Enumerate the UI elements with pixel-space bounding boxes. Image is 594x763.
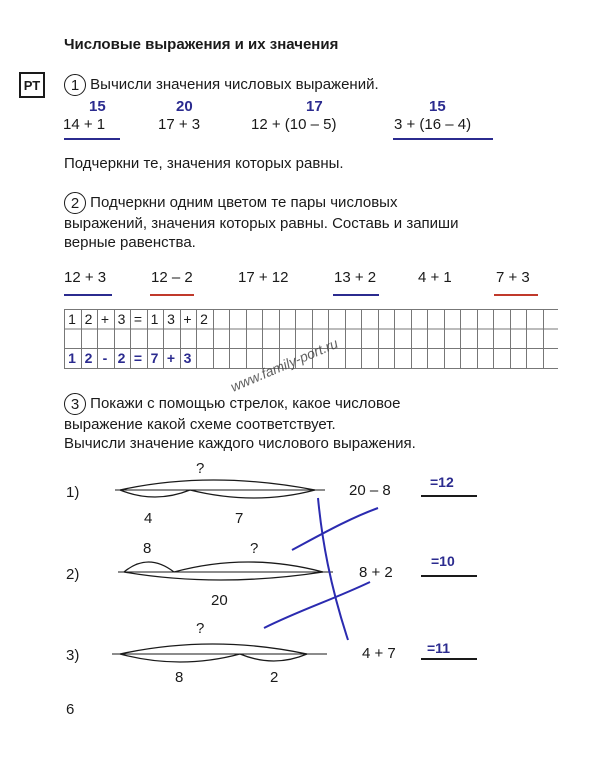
scheme2-top-right: ?	[250, 540, 259, 557]
task2-expression-6: 7 + 3	[496, 269, 530, 286]
task-number-3: 3	[64, 393, 86, 415]
task-number-2: 2	[64, 192, 86, 214]
grid-cell: 3	[167, 311, 175, 327]
task1-expression-1: 14 + 1	[63, 116, 106, 133]
grid-cell: 1	[150, 311, 159, 327]
task3-line1-text: Покажи с помощью стрелок, какое числовое	[90, 395, 401, 412]
grid-cell: 1	[68, 311, 76, 327]
task1-answer-1: 15	[89, 98, 106, 115]
grid-cell: 2	[200, 311, 208, 327]
grid-cell: 1	[68, 350, 76, 366]
grid-cell: 3	[117, 311, 126, 327]
grid-cell: 7	[150, 350, 159, 366]
task2-expression-1: 12 + 3	[64, 269, 107, 286]
page-title: Числовые выражения и их значения	[64, 36, 339, 53]
underline-red-12-2	[150, 294, 194, 296]
answer-line-1	[421, 495, 477, 497]
task1-expression-3: 12 + (10 – 5)	[251, 116, 337, 133]
task3-answer-1: =12	[430, 474, 454, 490]
scheme3-top: ?	[196, 620, 205, 637]
task3-line3: Вычисли значение каждого числового выражения.	[64, 435, 416, 452]
task2-expression-4: 13 + 2	[334, 269, 377, 286]
task1-answer-3: 17	[306, 98, 323, 115]
task2-expression-5: 4 + 1	[418, 269, 452, 286]
page-number: 6	[66, 701, 75, 718]
task3-expression-2: 8 + 2	[359, 564, 393, 581]
underline-blue-12-3	[64, 294, 112, 296]
task-number-1: 1	[64, 74, 86, 96]
task1-answer-4: 15	[429, 98, 446, 115]
scheme1-right: 7	[235, 510, 244, 527]
scheme-label-3: 3)	[66, 647, 80, 664]
task3-line2: выражение какой схеме соответствует.	[64, 416, 336, 433]
task1-expression-4: 3 + (16 – 4)	[394, 116, 472, 133]
task3-answer-3: =11	[427, 640, 450, 656]
scheme-label-2: 2)	[66, 566, 80, 583]
underline-blue-4	[393, 138, 493, 140]
grid-cell: 2	[117, 350, 126, 366]
grid-cell: =	[133, 311, 143, 327]
scheme3-left: 8	[175, 669, 184, 686]
answer-line-3	[421, 658, 477, 660]
underline-blue-13-2	[333, 294, 379, 296]
task1-heading	[64, 74, 379, 96]
task3-answer-2: =10	[431, 553, 455, 569]
scheme2-top-left: 8	[143, 540, 152, 557]
grid-cell: 3	[183, 350, 192, 366]
grid-cell: 2	[84, 350, 93, 366]
task2-line1-text: Подчеркни одним цветом те пары числовых	[90, 194, 398, 211]
scheme1-left: 4	[144, 510, 153, 527]
watermark-text: www.family-port.ru	[228, 335, 341, 395]
task3-expression-3: 4 + 7	[362, 645, 396, 662]
task2-line3: верные равенства.	[64, 234, 196, 251]
task1-text: Вычисли значения числовых выражений.	[90, 76, 379, 93]
task3-expression-1: 20 – 8	[349, 482, 391, 499]
scheme2-bottom: 20	[211, 592, 228, 609]
underline-blue-1	[64, 138, 120, 140]
task1-answer-2: 20	[176, 98, 193, 115]
task2-line1	[64, 192, 397, 214]
grid-cell: =	[133, 350, 143, 366]
grid-cell: +	[183, 311, 192, 327]
scheme-label-1: 1)	[66, 484, 80, 501]
task3-line1	[64, 393, 400, 415]
grid-cell: +	[100, 311, 110, 327]
grid-cell: 2	[84, 311, 93, 327]
task1-footer: Подчеркни те, значения которых равны.	[64, 155, 344, 172]
task2-expression-2: 12 – 2	[151, 269, 193, 286]
scheme3-right: 2	[270, 669, 279, 686]
task2-expression-3: 17 + 12	[238, 269, 289, 286]
answer-line-2	[421, 575, 477, 577]
grid-cell: -	[102, 350, 108, 366]
grid-cell: +	[166, 350, 176, 366]
underline-red-7-3	[494, 294, 538, 296]
task1-expression-2: 17 + 3	[158, 116, 201, 133]
scheme1-top: ?	[196, 460, 205, 477]
task2-line2: выражений, значения которых равны. Составь и запиши	[64, 215, 459, 232]
rt-badge: РТ	[19, 72, 45, 98]
